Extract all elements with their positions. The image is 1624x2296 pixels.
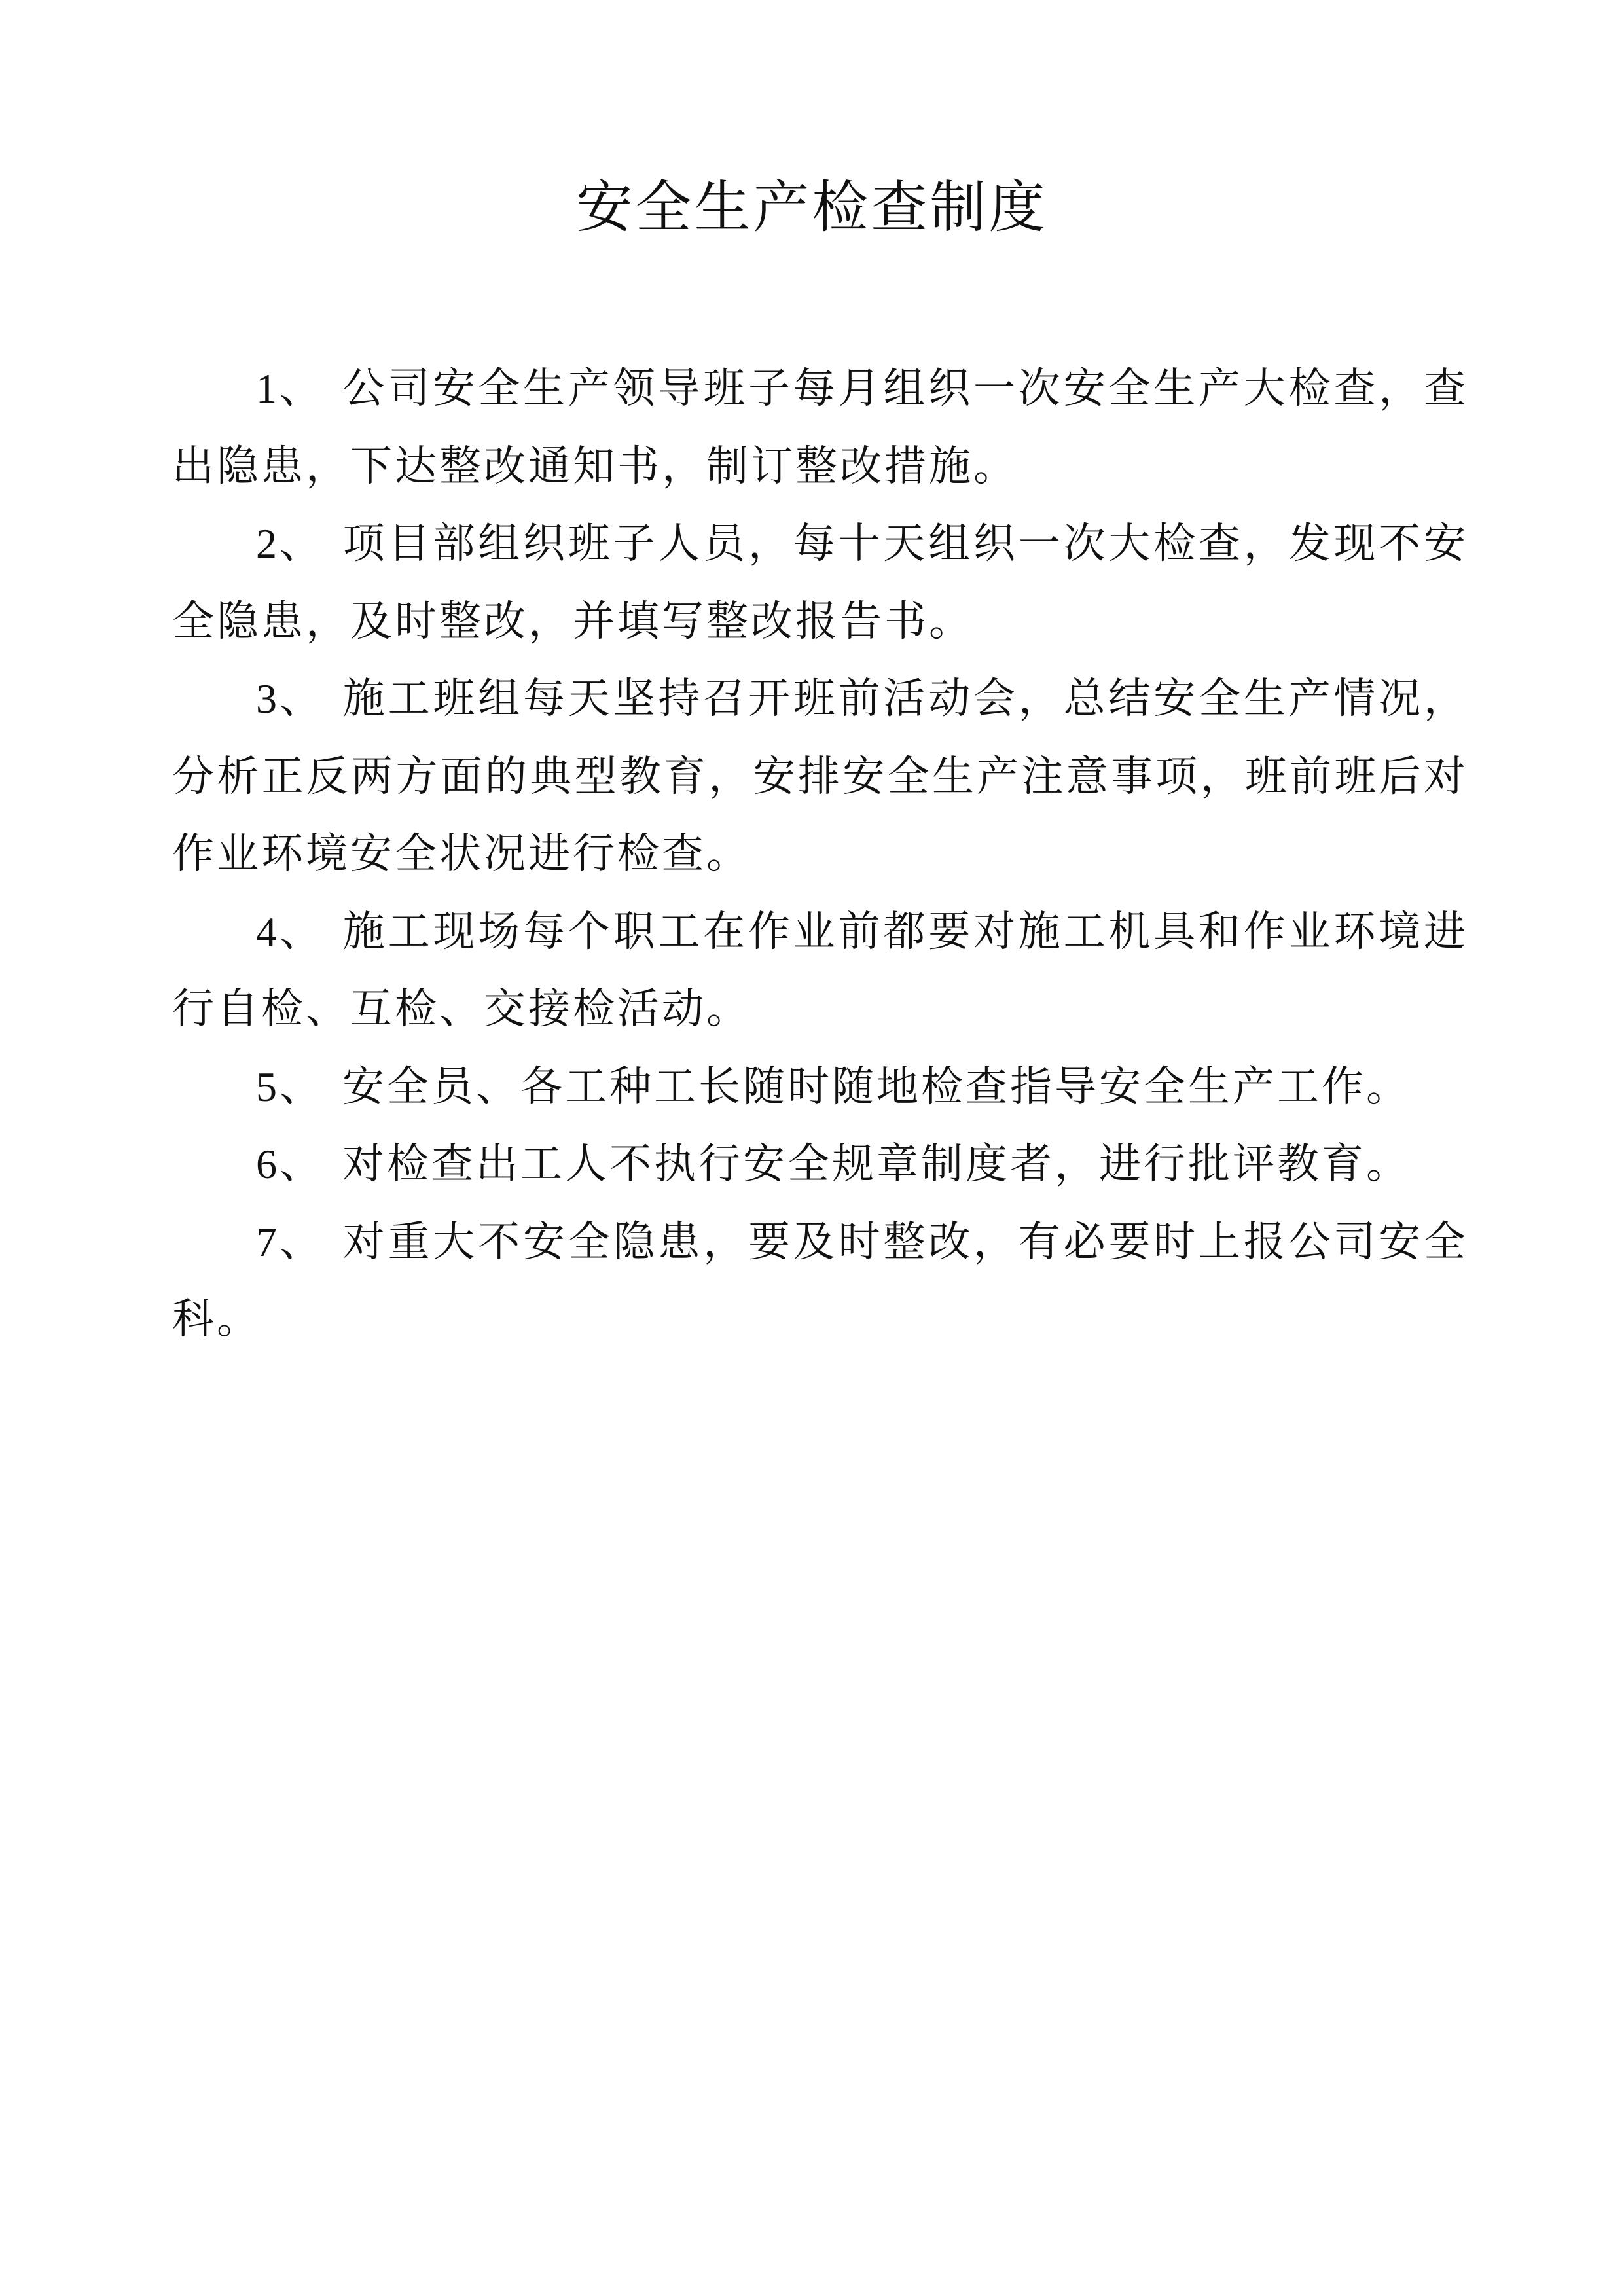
list-item xyxy=(172,1049,1468,1126)
item-text: 施工现场每个职工在作业前都要对施工机具和作业环境进行自检、互检、交接检活动。 xyxy=(172,907,1468,1033)
document-title: 安全生产检查制度 xyxy=(576,175,1048,240)
list-item xyxy=(172,893,1468,1049)
item-text: 安全员、各工种工长随时随地检查指导安全生产工作。 xyxy=(342,1062,1411,1111)
list-item xyxy=(172,1204,1468,1359)
item-number: 6、 xyxy=(256,1141,324,1187)
item-number: 1、 xyxy=(256,365,324,412)
list-item xyxy=(172,505,1468,660)
list-item xyxy=(172,1126,1468,1204)
item-number: 2、 xyxy=(256,520,324,567)
item-number: 3、 xyxy=(256,675,324,722)
item-number: 7、 xyxy=(256,1218,324,1265)
list-item xyxy=(172,350,1468,505)
item-text: 项目部组织班子人员，每十天组织一次大检查，发现不安全隐患，及时整改，并填写整改报告书。 xyxy=(172,520,1468,646)
item-number: 5、 xyxy=(256,1063,324,1110)
item-text: 对重大不安全隐患，要及时整改，有必要时上报公司安全科。 xyxy=(172,1217,1468,1344)
item-number: 4、 xyxy=(256,908,324,955)
item-text: 对检查出工人不执行安全规章制度者，进行批评教育。 xyxy=(342,1140,1411,1189)
document-body xyxy=(172,350,1468,1359)
list-item xyxy=(172,660,1468,893)
item-text: 公司安全生产领导班子每月组织一次安全生产大检查，查出隐患，下达整改通知书，制订整改措施。 xyxy=(172,365,1468,491)
item-text: 施工班组每天坚持召开班前活动会，总结安全生产情况，分析正反两方面的典型教育，安排安全生产注意事项，班前班后对作业环境安全状况进行检查。 xyxy=(172,675,1468,878)
